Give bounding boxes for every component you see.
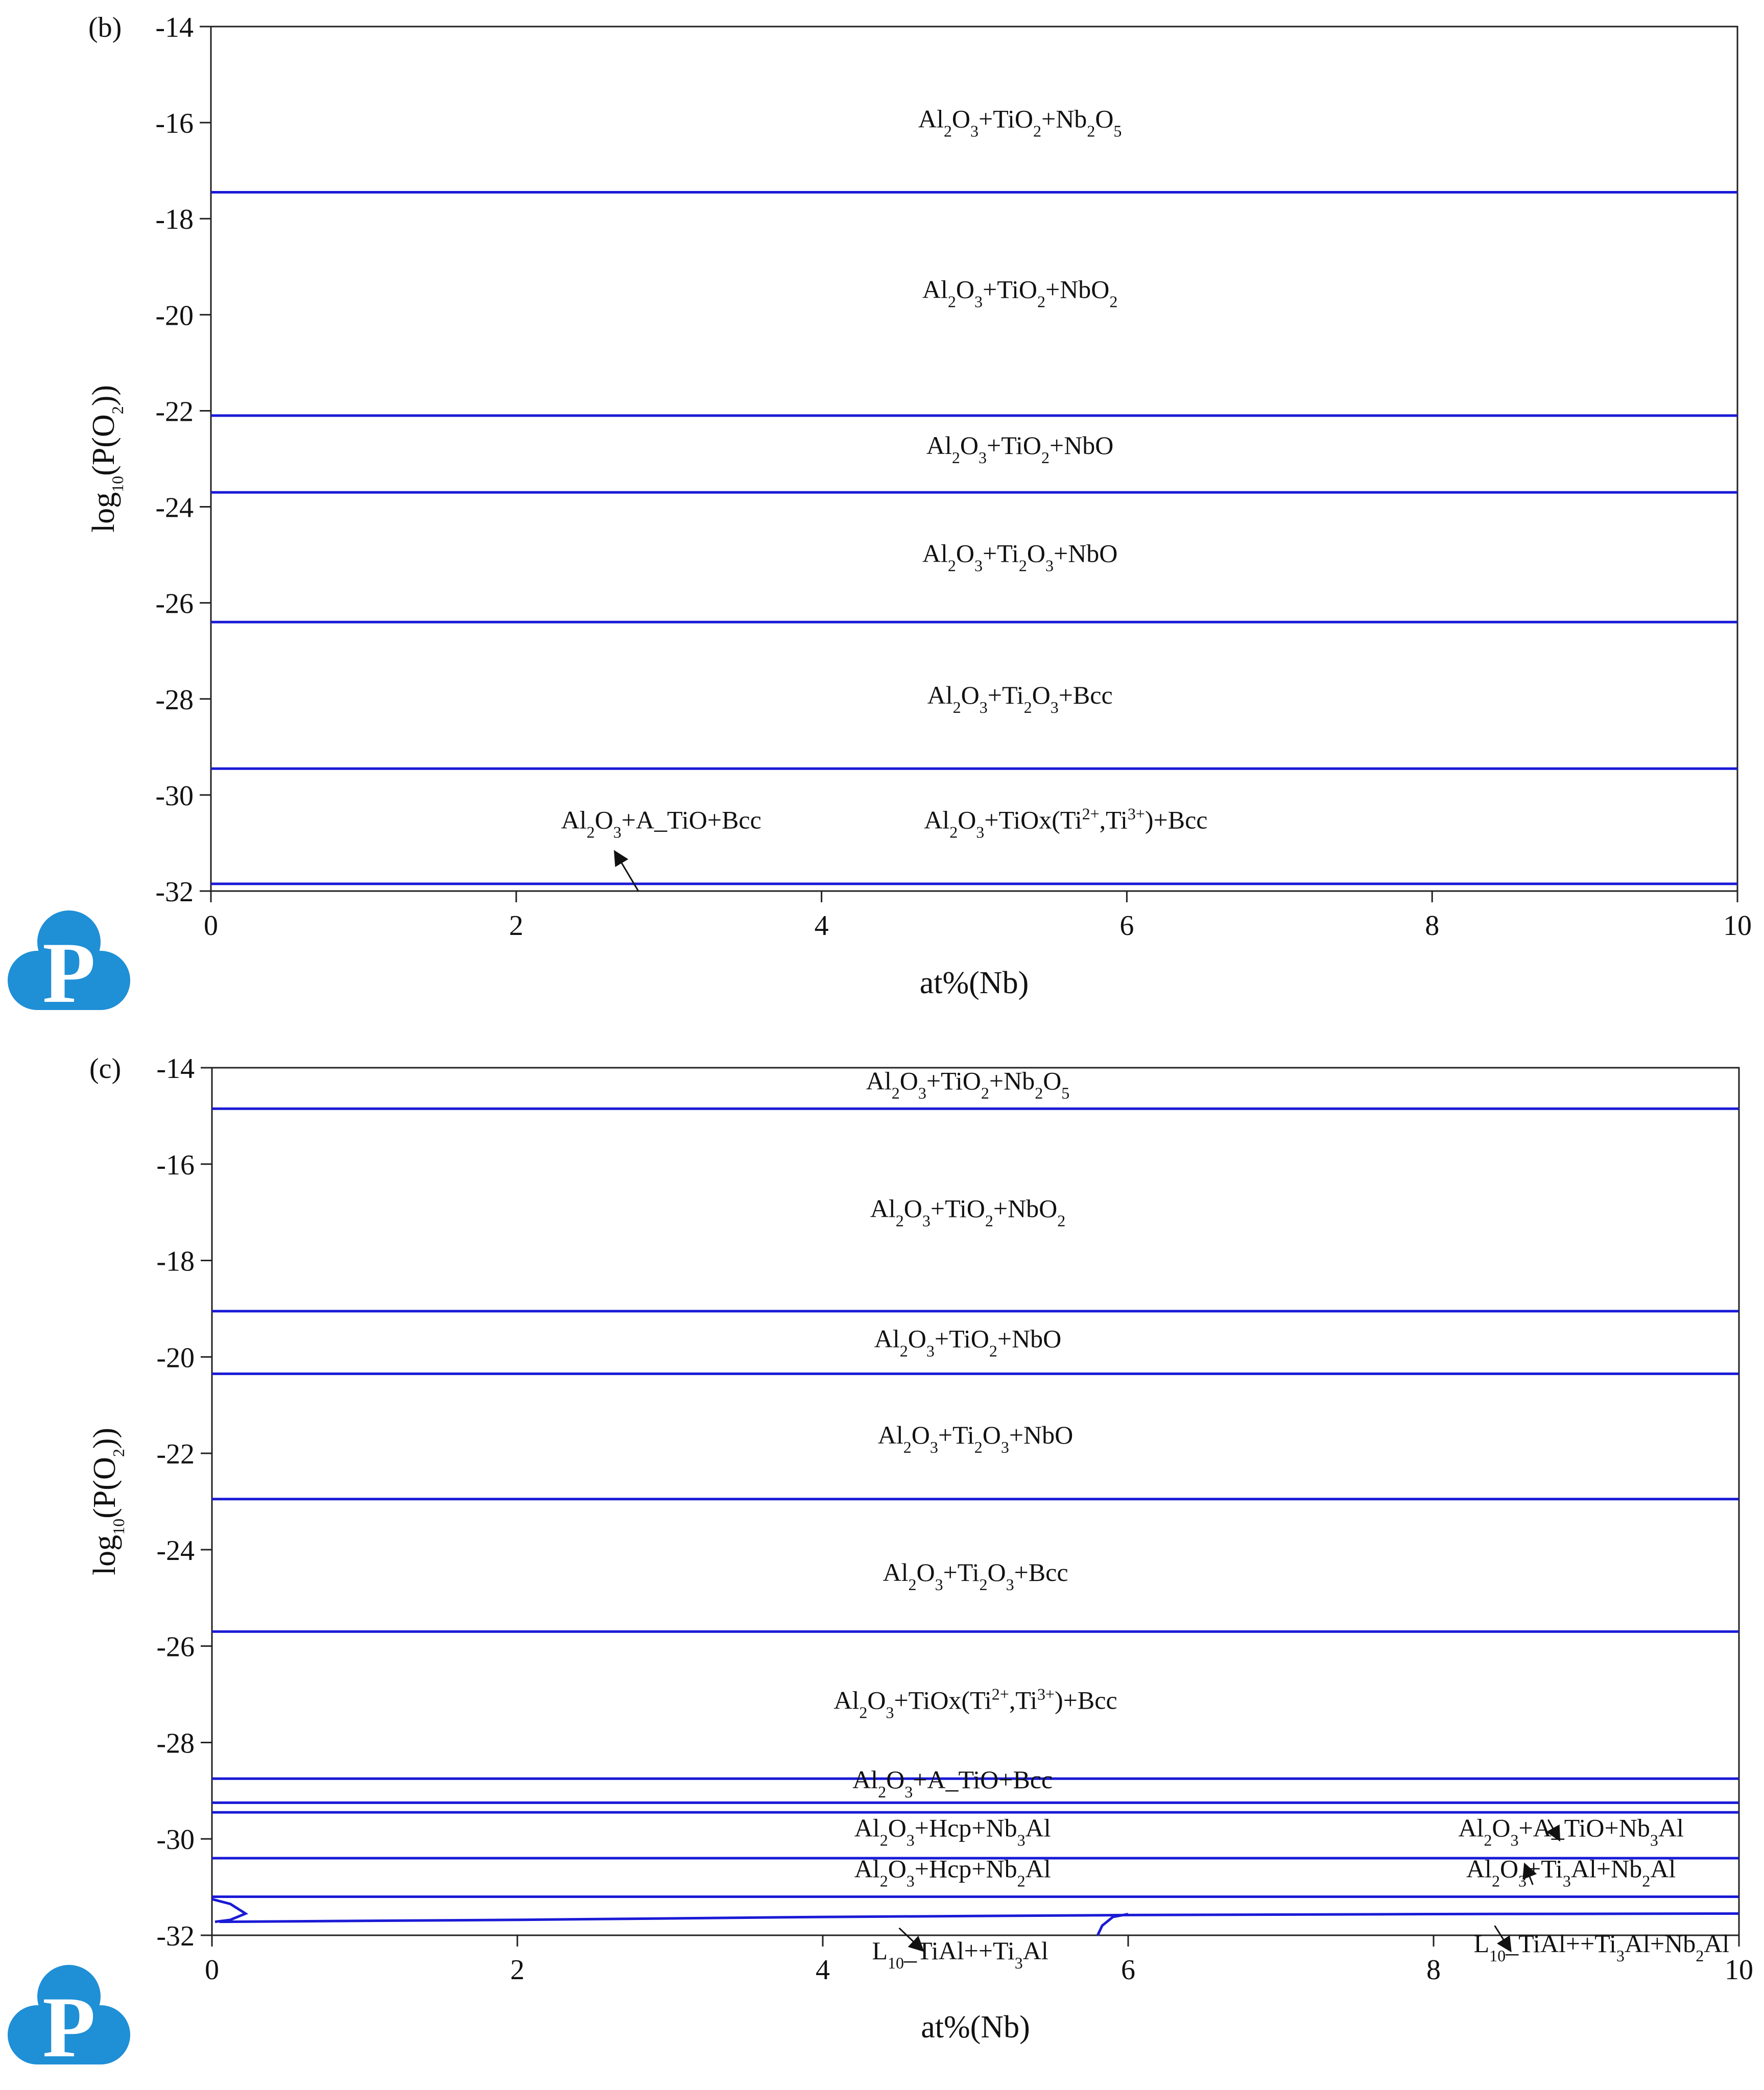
phase-region-label: $Al_2O_3+TiO_2+NbO_2$ <box>870 1194 1066 1230</box>
phase-region-label: $Al_2O_3+A\_TiO+Bcc$ <box>852 1765 1053 1801</box>
y-tick-label: -32 <box>155 876 194 908</box>
phase-region-label: $Al_2O_3+Hcp+Nb_3Al$ <box>854 1813 1051 1849</box>
phase-region-label: $L_{10}\_TiAl++Ti_3Al+Nb_2Al$ <box>1473 1929 1730 1965</box>
y-tick-label: -22 <box>156 1438 195 1471</box>
phase-region-label: $L_{10}\_TiAl++Ti_3Al$ <box>872 1936 1048 1973</box>
phase-region-label: $Al_2O_3+TiO_2+NbO_2$ <box>922 275 1118 311</box>
brand-logo-icon <box>8 910 130 1021</box>
y-tick-label: -20 <box>155 300 194 332</box>
y-tick-label: -16 <box>155 108 194 140</box>
phase-region-label: $Al_2O_3+TiO_2+NbO$ <box>926 431 1114 467</box>
brand-logo-letter: P <box>42 1979 96 2075</box>
x-tick-label: 10 <box>1725 1954 1753 1986</box>
phase-region-label: $Al_2O_3+TiOx(Ti^{2+},Ti^{3+})+Bcc$ <box>833 1685 1117 1722</box>
y-tick-label: -32 <box>156 1920 195 1952</box>
phase-region-label: $Al_2O_3+A\_TiO+Bcc$ <box>561 805 761 842</box>
y-tick-label: -14 <box>156 1053 195 1085</box>
panel-label: (b) <box>88 12 122 43</box>
brand-logo-letter: P <box>42 925 96 1021</box>
x-tick-label: 6 <box>1121 1954 1135 1986</box>
x-tick-label: 4 <box>814 910 829 942</box>
phase-region-label: $Al_2O_3+Ti_2O_3+Bcc$ <box>927 681 1113 717</box>
y-tick-label: -22 <box>155 396 194 428</box>
y-tick-label: -18 <box>156 1245 195 1278</box>
y-tick-label: -20 <box>156 1342 195 1374</box>
phase-region-label: $Al_2O_3+TiOx(Ti^{2+},Ti^{3+})+Bcc$ <box>924 804 1208 842</box>
y-tick-label: -28 <box>156 1727 195 1760</box>
x-tick-label: 0 <box>205 1954 219 1986</box>
y-tick-label: -16 <box>156 1149 195 1181</box>
x-tick-label: 2 <box>510 1954 525 1986</box>
panel-c <box>87 1053 1753 2045</box>
phase-region-label: $Al_2O_3+TiO_2+Nb_2O_5$ <box>918 104 1122 140</box>
panel-label: (c) <box>89 1053 122 1085</box>
y-tick-label: -24 <box>155 492 194 524</box>
y-axis-title: $\log_{10}(P(O_2))$ <box>86 385 127 533</box>
phase-region-label: $Al_2O_3+Ti_2O_3+NbO$ <box>922 539 1118 575</box>
x-tick-label: 4 <box>816 1954 830 1986</box>
x-tick-label: 2 <box>509 910 523 942</box>
y-tick-label: -28 <box>155 684 194 716</box>
x-tick-label: 6 <box>1119 910 1134 942</box>
phase-region-label: $Al_2O_3+Hcp+Nb_2Al$ <box>854 1854 1051 1890</box>
panel-b <box>86 12 1752 1000</box>
x-tick-label: 0 <box>204 910 218 942</box>
x-axis-title: at%(Nb) <box>919 966 1029 1000</box>
x-tick-label: 8 <box>1425 910 1440 942</box>
x-axis-title: at%(Nb) <box>921 2010 1030 2045</box>
y-tick-label: -26 <box>156 1631 195 1663</box>
y-tick-label: -30 <box>155 780 194 812</box>
annotation-arrow <box>615 853 638 891</box>
x-tick-label: 10 <box>1723 910 1752 942</box>
phase-region-label: $Al_2O_3+Ti_3Al+Nb_2Al$ <box>1466 1854 1676 1890</box>
y-tick-label: -24 <box>156 1534 195 1567</box>
y-tick-label: -30 <box>156 1824 195 1856</box>
phase-region-label: $Al_2O_3+TiO_2+Nb_2O_5$ <box>866 1066 1070 1102</box>
phase-region-label: $Al_2O_3+Ti_2O_3+NbO$ <box>877 1421 1074 1457</box>
brand-logo-icon <box>8 1965 130 2075</box>
x-tick-label: 8 <box>1426 1954 1441 1986</box>
phase-region-label: $Al_2O_3+TiO_2+NbO$ <box>874 1324 1062 1360</box>
phase-boundary-line <box>212 1899 246 1921</box>
y-tick-label: -14 <box>155 12 194 43</box>
y-tick-label: -18 <box>155 204 194 236</box>
y-tick-label: -26 <box>155 588 194 620</box>
phase-region-label: $Al_2O_3+A\_TiO+Nb_3Al$ <box>1458 1813 1684 1849</box>
phase-boundary-line <box>1098 1914 1128 1936</box>
phase-region-label: $Al_2O_3+Ti_2O_3+Bcc$ <box>883 1558 1068 1594</box>
phase-boundary-line <box>220 1914 1739 1922</box>
y-axis-title: $\log_{10}(P(O_2))$ <box>87 1427 128 1576</box>
